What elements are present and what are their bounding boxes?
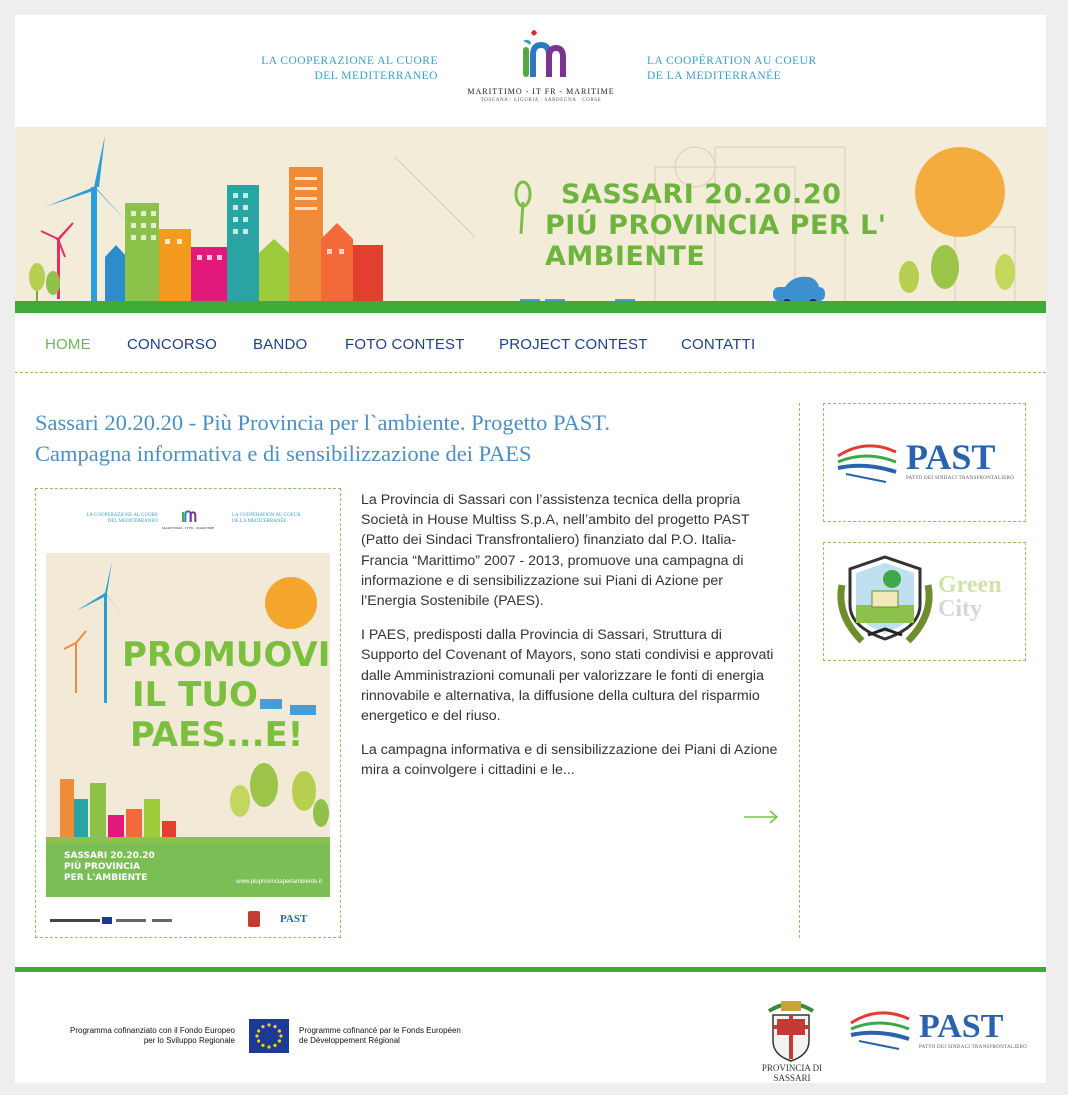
past-swoosh-icon — [836, 438, 898, 488]
main-nav — [15, 325, 1046, 373]
banner-green-stripe — [15, 301, 1046, 313]
leaf-icon — [516, 182, 530, 234]
logo-regions: TOSCANA · LIGURIA · SARDEGNA · CORSE — [480, 98, 602, 103]
footer-past-swoosh-icon — [849, 1005, 911, 1055]
green-city-crest-icon — [832, 555, 938, 645]
article-body — [361, 490, 779, 795]
eu-flag-icon — [249, 1019, 289, 1053]
article-paragraph: La campagna informativa e di sensibilizzazione dei Piani di Azione mira a coinvolgere i cittadini e le... — [361, 742, 778, 779]
banner-title: SASSARI 20.20.20 PIÚ PROVINCIA PER L' AMBIENTE — [545, 179, 887, 272]
site-header — [15, 15, 1046, 127]
footer-fund-text-italian: Programma cofinanziato con il Fondo Europeo per lo Sviluppo Regionale — [70, 1026, 235, 1045]
article-title[interactable]: Sassari 20.20.20 - Più Provincia per l`ambiente. Progetto PAST. Campagna informativa e di sensibilizzazione dei PAES — [35, 410, 610, 466]
nav-item-bando[interactable]: BANDO — [253, 336, 308, 353]
poster-header: LA COOPERAZIONE AL CUORE DEL MEDITERRANEO MARITTIMO - IT FR - MARITIME LA COOPÉRATION AU COEUR DE LA MEDITERRANÉE — [46, 499, 330, 553]
nav-item-contatti[interactable]: CONTATTI — [681, 336, 756, 353]
footer-green-line — [15, 967, 1046, 972]
poster-logo-icon — [178, 505, 198, 525]
marittimo-logo-mark — [511, 27, 571, 85]
footer-past-logo[interactable]: PAST PATTO DEI SINDACI TRANSFRONTALIERO — [849, 1005, 1039, 1055]
article-paragraph: I PAES, predisposti dalla Provincia di Sassari, Struttura di Supporto del Covenant of Mayors, sono stati condivisi e approvati dalle Amministrazioni comunali per valorizzare le fonti di energia rinnovabile e alternativa, la diffusione della cultura del risparmio energetico e del riuso. — [361, 627, 774, 725]
poster-image — [46, 553, 330, 843]
tagline-french: LA COOPÉRATION AU COEUR DE LA MEDITERRANÉE — [647, 55, 817, 82]
footer-fund-text-french: Programme cofinancé par le Fonds Européen de Développement Régional — [299, 1026, 461, 1045]
content-divider — [799, 403, 800, 938]
poster-headline: PROMUOVI IL TUO PAES...E! — [122, 635, 330, 755]
marittimo-logo[interactable] — [465, 27, 617, 123]
article-poster[interactable]: LA COOPERAZIONE AL CUORE DEL MEDITERRANEO MARITTIMO - IT FR - MARITIME LA COOPÉRATION AU COEUR DE LA MEDITERRANÉE PROMUOVI IL TUO PAES...E! SASSARI 20.20.20 PIÙ PROVINCIA PER L'AMBIENTE www.piuprovinciaperlambiente.it PAST — [35, 488, 341, 938]
provincia-sassari-label: PROVINCIA DI SASSARI — [761, 1063, 823, 1083]
green-city-text: Green City — [938, 572, 1002, 622]
nav-item-project-contest[interactable]: PROJECT CONTEST — [499, 336, 648, 353]
poster-province-crest-icon — [248, 911, 260, 927]
article-paragraph: La Provincia di Sassari con l’assistenza tecnica della propria Società in House Multiss S.p.A, nell’ambito del progetto PAST (Patto dei Sindaci Transfrontaliero) finanziato dal P.O. Italia-Francia “Marittimo” 2007 - 2013, promuove una campagna di informazione e di sensibilizzazione sui Piani di Azione per l’Energia Sostenibile (PAES). — [361, 492, 750, 610]
provincia-sassari-crest-icon[interactable] — [763, 997, 819, 1063]
sidebar-past-banner[interactable]: PAST PATTO DEI SINDACI TRANSFRONTALIERO — [823, 403, 1026, 522]
poster-sun-icon — [265, 577, 317, 629]
poster-footer: SASSARI 20.20.20 PIÙ PROVINCIA PER L'AMBIENTE www.piuprovinciaperlambiente.it — [46, 843, 330, 897]
read-more-arrow-icon[interactable] — [743, 809, 779, 825]
nav-item-foto-contest[interactable]: FOTO CONTEST — [345, 336, 465, 353]
logo-name: MARITTIMO - IT FR - MARITIME — [467, 87, 615, 96]
past-logo-text: PAST — [906, 437, 996, 477]
tagline-italian: LA COOPERAZIONE AL CUORE DEL MEDITERRANEO — [261, 55, 438, 82]
page — [15, 15, 1046, 1083]
hero-banner — [15, 127, 1046, 313]
sidebar-green-city-banner[interactable] — [823, 542, 1026, 661]
nav-item-home[interactable]: HOME — [45, 336, 91, 353]
nav-item-concorso[interactable]: CONCORSO — [127, 336, 217, 353]
